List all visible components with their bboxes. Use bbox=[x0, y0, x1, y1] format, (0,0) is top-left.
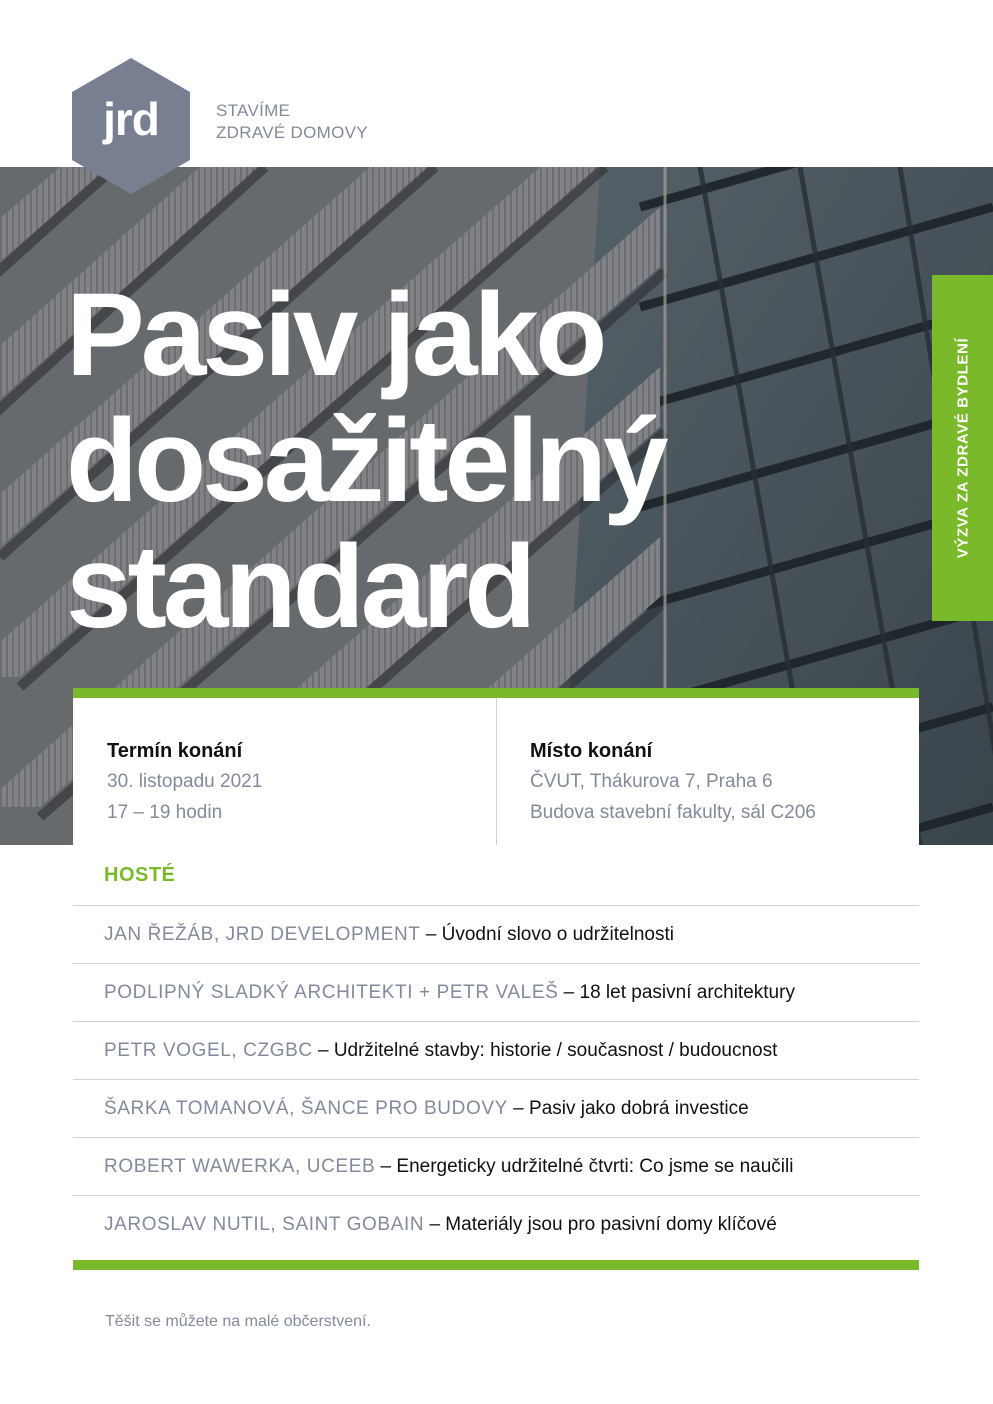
guest-topic: Pasiv jako dobrá investice bbox=[529, 1097, 749, 1119]
guest-row bbox=[73, 906, 919, 964]
place-address: ČVUT, Thákurova 7, Praha 6 bbox=[530, 771, 773, 792]
jrd-logo bbox=[70, 56, 192, 196]
date-column bbox=[107, 736, 262, 828]
place-heading: Místo konání bbox=[530, 740, 653, 762]
guest-row bbox=[73, 964, 919, 1022]
guest-name: ŠARKA TOMANOVÁ, ŠANCE PRO BUDOVY bbox=[104, 1097, 508, 1119]
title-line-2: dosažitelný bbox=[66, 395, 665, 527]
side-tab-label: VÝZVA ZA ZDRAVÉ BYDLENÍ bbox=[954, 337, 971, 559]
logo-text: jrd bbox=[103, 93, 159, 145]
guest-separator: – bbox=[420, 923, 442, 945]
guest-name: PODLIPNÝ SLADKÝ ARCHITEKTI + PETR VALEŠ bbox=[104, 981, 559, 1003]
guest-separator: – bbox=[507, 1097, 530, 1119]
guest-topic: 18 let pasivní architektury bbox=[579, 981, 795, 1003]
slogan-line-2: ZDRAVÉ DOMOVY bbox=[216, 123, 368, 142]
event-info-box bbox=[73, 688, 919, 845]
guest-row bbox=[73, 1196, 919, 1254]
guest-row bbox=[73, 1022, 919, 1080]
guest-name: PETR VOGEL, CZGBC bbox=[104, 1039, 313, 1061]
guest-row bbox=[73, 1138, 919, 1196]
title-line-1: Pasiv jako bbox=[66, 269, 604, 401]
guest-separator: – bbox=[312, 1039, 334, 1061]
guest-topic: Udržitelné stavby: historie / současnost / budoucnost bbox=[333, 1039, 778, 1061]
guest-separator: – bbox=[375, 1155, 397, 1177]
place-room: Budova stavební fakulty, sál C206 bbox=[530, 802, 816, 823]
event-title bbox=[66, 269, 665, 653]
title-line-3: standard bbox=[66, 521, 533, 653]
guest-topic: Energeticky udržitelné čtvrti: Co jsme se naučili bbox=[396, 1155, 794, 1177]
guest-name: ROBERT WAWERKA, UCEEB bbox=[104, 1155, 376, 1177]
guests-heading: HOSTÉ bbox=[104, 864, 176, 886]
guest-name: JAROSLAV NUTIL, SAINT GOBAIN bbox=[104, 1214, 425, 1235]
side-tab bbox=[932, 275, 993, 621]
guest-topic: Úvodní slovo o udržitelnosti bbox=[441, 923, 674, 945]
event-time: 17 – 19 hodin bbox=[107, 802, 223, 823]
guest-name: JAN ŘEŽÁB, JRD DEVELOPMENT bbox=[104, 923, 421, 945]
guest-topic: Materiály jsou pro pasivní domy klíčové bbox=[445, 1214, 777, 1235]
date-heading: Termín konání bbox=[107, 740, 243, 762]
event-date: 30. listopadu 2021 bbox=[107, 771, 263, 792]
info-divider bbox=[496, 698, 497, 845]
refreshments-note: Těšit se můžete na malé občerstvení. bbox=[105, 1313, 371, 1330]
accent-bar bbox=[73, 1260, 919, 1270]
guest-separator: – bbox=[424, 1214, 446, 1235]
guest-row bbox=[73, 1080, 919, 1138]
guests-list bbox=[73, 905, 919, 1254]
place-column bbox=[530, 736, 816, 828]
slogan-line-1: STAVÍME bbox=[216, 101, 291, 120]
guest-separator: – bbox=[558, 981, 580, 1003]
brand-slogan bbox=[216, 100, 368, 144]
